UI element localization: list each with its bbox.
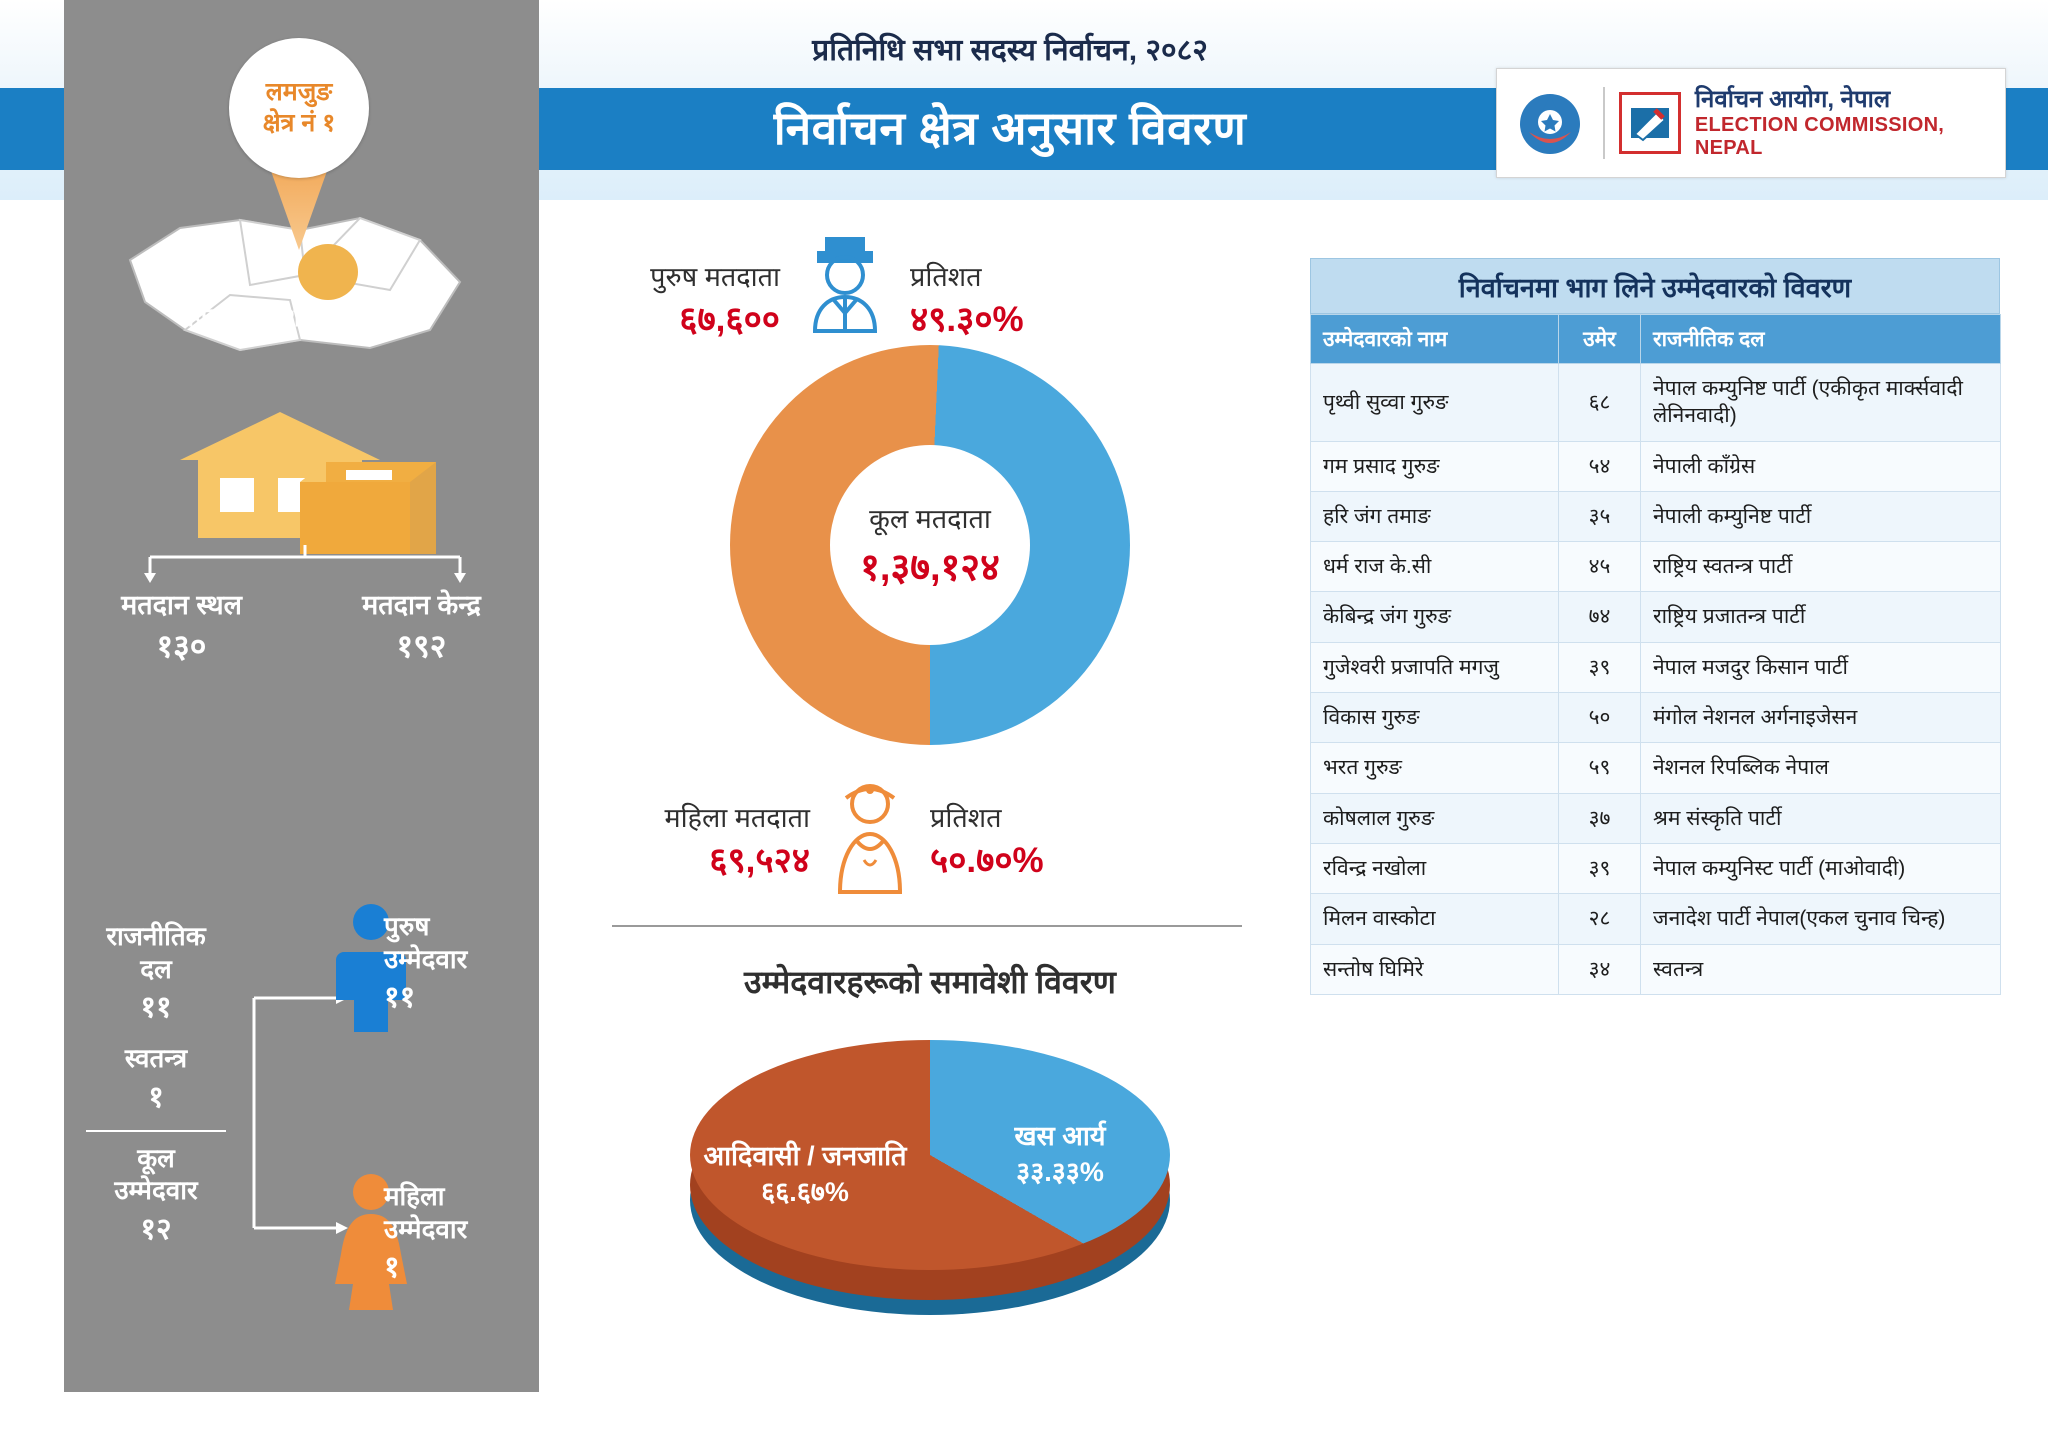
party-label-line1: राजनीतिक	[106, 921, 206, 951]
polling-center-stat	[314, 585, 529, 667]
female-voter-value: ६९,५२४	[709, 841, 810, 880]
cell-party: नेपाल कम्युनिस्ट पार्टी (माओवादी)	[1641, 843, 2001, 893]
candidate-table-section	[1310, 258, 2000, 995]
independent-value: १	[148, 1080, 164, 1114]
male-candidate-value: ११	[384, 981, 416, 1014]
col-party: राजनीतिक दल	[1641, 315, 2001, 364]
cell-candidate-name: भरत गुरुङ	[1311, 743, 1559, 793]
cell-age: ३९	[1559, 642, 1641, 692]
cell-candidate-name: केबिन्द्र जंग गुरुङ	[1311, 592, 1559, 642]
candidate-table	[1310, 314, 2001, 995]
cell-party: नेपाल मजदुर किसान पार्टी	[1641, 642, 2001, 692]
cell-age: ३९	[1559, 843, 1641, 893]
male-candidate-stat	[384, 910, 544, 1016]
table-row	[1311, 843, 2001, 893]
female-voter-icon	[820, 770, 920, 895]
col-age: उमेर	[1559, 315, 1641, 364]
independent-label: स्वतन्त्र	[124, 1043, 188, 1073]
cell-candidate-name: गम प्रसाद गुरुङ	[1311, 441, 1559, 491]
polling-stats	[74, 585, 529, 667]
male-voter-value: ६७,६००	[679, 300, 780, 339]
polling-place-value: १३०	[156, 628, 207, 664]
cell-party: श्रम संस्कृति पार्टी	[1641, 793, 2001, 843]
male-candidate-label-1: पुरुष	[384, 911, 430, 941]
table-row	[1311, 793, 2001, 843]
cell-age: ६८	[1559, 364, 1641, 442]
cell-candidate-name: सन्तोष घिमिरे	[1311, 944, 1559, 994]
male-voter-row	[580, 215, 1280, 339]
election-commission-logo	[1496, 68, 2006, 178]
cell-candidate-name: कोषलाल गुरुङ	[1311, 793, 1559, 843]
cell-party: स्वतन्त्र	[1641, 944, 2001, 994]
section-divider	[612, 925, 1242, 927]
total-candidate-label-1: कूल	[137, 1142, 175, 1173]
cell-party: नेपाली काँग्रेस	[1641, 441, 2001, 491]
cell-age: ३५	[1559, 491, 1641, 541]
table-row	[1311, 542, 2001, 592]
pie-slice-janajati-value: ६६.६७%	[761, 1177, 849, 1208]
cell-age: ३४	[1559, 944, 1641, 994]
cell-candidate-name: हरि जंग तमाङ	[1311, 491, 1559, 541]
ec-logo-text	[1695, 86, 1991, 161]
cell-age: ५४	[1559, 441, 1641, 491]
voter-charts-section	[580, 215, 1280, 1395]
cell-party: नेपाल कम्युनिष्ट पार्टी (एकीकृत मार्क्सवादी लेनिनवादी)	[1641, 364, 2001, 442]
voter-donut-chart	[730, 345, 1130, 745]
cell-party: मंगोल नेशनल अर्गनाइजेसन	[1641, 693, 2001, 743]
cell-age: ४५	[1559, 542, 1641, 592]
table-row	[1311, 364, 2001, 442]
male-voter-label: पुरुष मतदाता	[650, 262, 780, 292]
ec-name-en: ELECTION COMMISSION, NEPAL	[1694, 114, 1945, 160]
cell-candidate-name: धर्म राज के.सी	[1311, 542, 1559, 592]
table-row	[1311, 894, 2001, 944]
cell-party: राष्ट्रिय स्वतन्त्र पार्टी	[1641, 542, 2001, 592]
inclusive-pie-chart	[670, 1030, 1190, 1330]
ec-name-np: निर्वाचन आयोग, नेपाल	[1694, 85, 1891, 113]
polling-center-label: मतदान केन्द्र	[362, 590, 481, 620]
male-percent-label: प्रतिशत	[910, 262, 982, 292]
polling-center-value: १९२	[396, 628, 447, 664]
candidate-table-title: निर्वाचनमा भाग लिने उम्मेदवारको विवरण	[1310, 258, 2000, 314]
cell-party: नेपाली कम्युनिष्ट पार्टी	[1641, 491, 2001, 541]
female-candidate-value: १	[384, 1251, 400, 1284]
header-subtitle: प्रतिनिधि सभा सदस्य निर्वाचन, २०८२	[812, 34, 1208, 67]
male-voter-icon	[795, 225, 895, 335]
cell-age: ३७	[1559, 793, 1641, 843]
cell-candidate-name: पृथ्वी सुव्वा गुरुङ	[1311, 364, 1559, 442]
pie-slice-janajati-label: आदिवासी / जनजाति	[703, 1141, 907, 1171]
col-candidate-name: उम्मेदवारको नाम	[1311, 315, 1559, 364]
female-voter-label: महिला मतदाता	[664, 803, 810, 833]
total-voter-label: कूल मतदाता	[869, 503, 991, 534]
divider-line	[86, 1130, 226, 1132]
table-row	[1311, 491, 2001, 541]
constituency-number: क्षेत्र नं १	[262, 109, 336, 137]
cell-candidate-name: मिलन वास्कोटा	[1311, 894, 1559, 944]
table-header-row	[1311, 315, 2001, 364]
polling-station-illustration	[150, 400, 450, 560]
province-label: गण्डकी प्रदेश	[179, 302, 301, 332]
table-row	[1311, 693, 2001, 743]
party-count-value: ११	[140, 991, 172, 1024]
cell-candidate-name: गुजेश्वरी प्रजापति मगजु	[1311, 642, 1559, 692]
cell-age: ५९	[1559, 743, 1641, 793]
cell-age: ७४	[1559, 592, 1641, 642]
table-row	[1311, 642, 2001, 692]
page-title: निर्वाचन क्षेत्र अनुसार विवरण	[773, 102, 1247, 154]
table-row	[1311, 944, 2001, 994]
cell-party: जनादेश पार्टी नेपाल(एकल चुनाव चिन्ह)	[1641, 894, 2001, 944]
polling-place-label: मतदान स्थल	[121, 590, 242, 620]
male-percent-value: ४९.३०%	[910, 300, 1024, 339]
pie-slice-khasarya-label: खस आर्य	[1014, 1121, 1106, 1151]
pin-label	[229, 38, 369, 178]
total-candidate-value: १२	[140, 1212, 172, 1246]
female-candidate-label-2: उम्मेदवार	[384, 1213, 468, 1244]
polling-place-stat	[74, 585, 289, 667]
party-label-line2: दल	[140, 953, 172, 984]
total-candidate-label-2: उम्मेदवार	[114, 1175, 198, 1205]
pie-slice-khasarya-value: ३३.३३%	[1016, 1157, 1104, 1188]
ec-ballot-icon	[1619, 92, 1681, 154]
cell-age: ५०	[1559, 693, 1641, 743]
inclusive-section-title: उम्मेदवारहरूको समावेशी विवरण	[744, 964, 1116, 1000]
female-candidate-label-1: महिला	[384, 1181, 445, 1211]
male-candidate-label-2: उम्मेदवार	[384, 943, 468, 974]
cell-candidate-name: विकास गुरुङ	[1311, 693, 1559, 743]
district-name: लमजुङ	[265, 77, 333, 106]
pie-slice-khasarya	[960, 1118, 1160, 1191]
candidate-breakdown	[64, 880, 539, 1340]
cell-candidate-name: रविन्द्र नखोला	[1311, 843, 1559, 893]
female-percent-label: प्रतिशत	[930, 803, 1002, 833]
total-voter-value: १,३७,१२४	[860, 546, 1000, 589]
table-body	[1311, 364, 2001, 995]
cell-party: राष्ट्रिय प्रजातन्त्र पार्टी	[1641, 592, 2001, 642]
female-voter-row	[580, 770, 1280, 900]
pie-slice-janajati	[660, 1138, 950, 1211]
female-candidate-stat	[384, 1180, 544, 1286]
nepal-emblem-icon	[1511, 84, 1589, 162]
cell-party: नेशनल रिपब्लिक नेपाल	[1641, 743, 2001, 793]
donut-center	[830, 445, 1030, 645]
table-row	[1311, 441, 2001, 491]
branch-arrows	[90, 545, 520, 585]
female-percent-value: ५०.७०%	[930, 841, 1044, 880]
table-row	[1311, 743, 2001, 793]
table-row	[1311, 592, 2001, 642]
candidate-left-stats	[76, 920, 236, 1248]
logo-divider	[1603, 87, 1605, 159]
cell-age: २८	[1559, 894, 1641, 944]
